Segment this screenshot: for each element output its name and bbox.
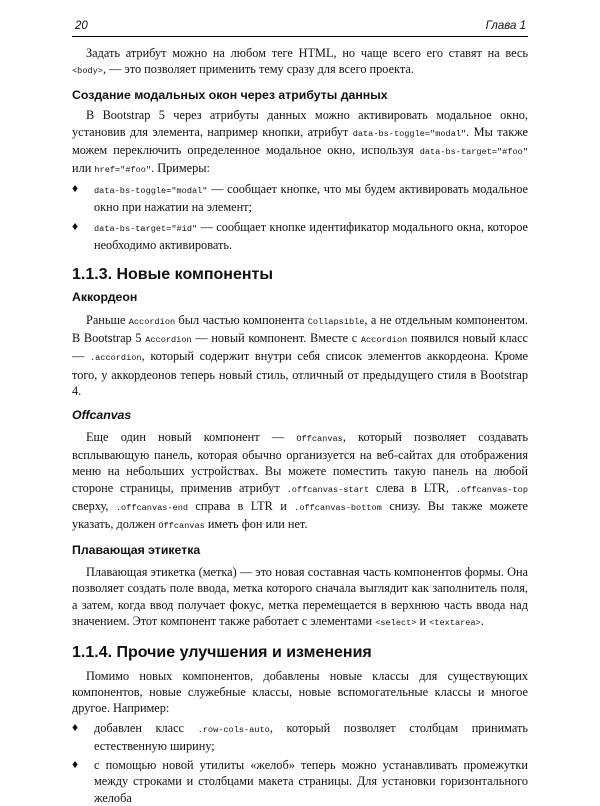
paragraph-floating-label: Плавающая этикетка (метка) — это новая составная часть компонентов формы. Она позволяет создать поле ввода, метка которого сначала выглядит как заполнитель поля, а затем, когда ввод получает фокус, метка перемещается в верхнюю часть ввода над значением. Этот компонент также работает с элементами <select> и <textarea>. <box>72 565 528 628</box>
black-diamond-icon: ♦ <box>72 181 79 196</box>
list-item: ♦ добавлен класс .row-cols-auto, который позволяет столбцам принимать естественную ширину; <box>72 719 529 753</box>
section-heading-other-improvements: 1.1.4. Прочие улучшения и изменения <box>72 644 372 662</box>
paragraph-offcanvas: Еще один новый компонент — Offcanvas, который позволяет создавать всплывающую панель, которая обычно организуется на веб-сайтах для отображения меню на небольших устройствах. Вы можете поместить такую панель на любой стороне страницы, применив атрибут .offcanvas-start слева в LTR, .offcanvas-top сверху, .offcanvas-end справа в LTR и .offcanvas-bottom снизу. Вы также можете указать, должен Offcanvas иметь фон или нет. <box>72 430 529 532</box>
list-item: ♦ data-bs-target="#id" — сообщает кнопке идентификатор модального окна, которое необходимо активировать. <box>72 218 528 252</box>
paragraph-accordion: Раньше Accordion был частью компонента Collapsible, а не отдельным компонентом. В Bootstrap 5 Accordion — новый компонент. Вместе с Accordion появился новый класс — .accordion, который содержит внутри себя список элементов аккордеона. Кроме того, у аккордеонов теперь новый стиль, отличный от предыдущего стиля в Bootstrap 4. <box>72 313 528 398</box>
list-item: ♦ с помощью новой утилиты «желоб» теперь можно устанавливать промежутки между строками и столбцами макета страницы. Для установки горизонтального желоба <box>72 757 528 805</box>
heading-modal: Создание модальных окон через атрибуты данных <box>72 88 388 103</box>
black-diamond-icon: ♦ <box>72 218 79 233</box>
heading-accordion: Аккордеон <box>72 290 138 305</box>
black-diamond-icon: ♦ <box>72 719 79 734</box>
list-item: ♦ data-bs-toggle="modal" — сообщает кнопке, что мы будем активировать модальное окно при нажатии на элемент; <box>72 181 528 215</box>
black-diamond-icon: ♦ <box>72 757 79 772</box>
paragraph-modal: В Bootstrap 5 через атрибуты данных можно активировать модальное окно, установив для элемента, например кнопки, атрибут data-bs-toggle="modal". Мы также можем переключить определенное модальное окно, используя data-bs-target="#foo" или href="#foo". Примеры: <box>72 108 528 176</box>
heading-offcanvas: Offcanvas <box>72 408 132 423</box>
heading-floating-label: Плавающая этикетка <box>72 543 201 558</box>
paragraph-other: Помимо новых компонентов, добавлены новые классы для существующих компонентов, новые служебные классы, новые вспомогательные классы и многое другое. Например: <box>72 669 528 716</box>
page-number: 20 <box>75 20 88 32</box>
chapter-label: Глава 1 <box>485 20 526 32</box>
section-heading-new-components: 1.1.3. Новые компоненты <box>72 266 274 284</box>
paragraph-theme: Задать атрибут можно на любом теге HTML, но чаще всего его ставят на весь <body>, — это позволяет применить тему сразу для всего проекта. <box>72 46 528 77</box>
page-body <box>72 42 528 806</box>
header-rule <box>72 36 528 37</box>
